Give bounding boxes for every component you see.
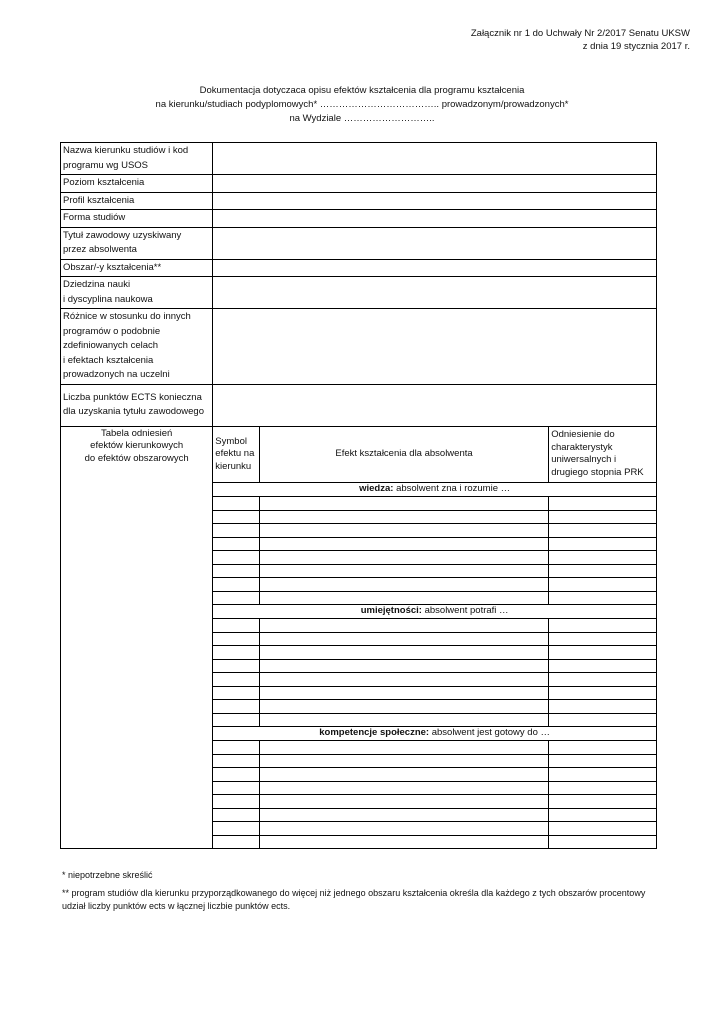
symbol-cell[interactable] [213,673,260,687]
effect-cell[interactable] [259,754,548,768]
field-label-line: Poziom kształcenia [63,177,145,188]
form-row [61,259,657,277]
reference-header-line: charakterystyk [551,441,613,453]
effect-cell[interactable] [259,619,548,633]
symbol-cell[interactable] [213,741,260,755]
reference-cell[interactable] [549,754,656,768]
field-label-line: Różnice w stosunku do innych [63,311,191,322]
footnotes [62,869,662,918]
section-heading-bold: umiejętności: [360,605,422,616]
effect-cell[interactable] [259,808,548,822]
reference-header-line: Odniesienie do [551,429,615,441]
form-row [61,175,657,193]
mapping-header-row [61,427,656,483]
form-row [61,227,657,259]
symbol-cell[interactable] [213,551,260,565]
reference-cell[interactable] [549,659,656,673]
reference-cell[interactable] [549,768,656,782]
field-value[interactable] [213,384,657,426]
field-label [61,259,213,277]
field-label-line: Liczba punktów ECTS konieczna [63,391,202,403]
title-line: Dokumentacja dotyczaca opisu efektów kształcenia dla programu kształcenia [199,85,525,96]
section-heading [213,727,656,741]
reference-cell[interactable] [549,510,656,524]
symbol-cell[interactable] [213,700,260,714]
field-label-line: dla uzyskania tytułu zawodowego [63,406,205,417]
field-label-line: Tytuł zawodowy uzyskiwany [63,229,182,241]
effect-cell[interactable] [259,781,548,795]
reference-header-line: uniwersalnych i [551,454,617,466]
form-row [61,277,657,309]
field-label [61,277,213,309]
symbol-cell[interactable] [213,795,260,809]
field-value[interactable] [213,259,657,277]
field-label-line: programu wg USOS [63,159,149,171]
symbol-cell[interactable] [213,835,260,848]
reference-cell[interactable] [549,646,656,660]
symbol-cell[interactable] [213,686,260,700]
effect-cell[interactable] [259,822,548,836]
symbol-cell[interactable] [213,578,260,592]
effect-cell[interactable] [259,524,548,538]
field-label-line: Profil kształcenia [63,194,135,206]
field-label-line: programów o podobnie [63,325,161,337]
title-line: na Wydziale ……………………….. [289,113,435,124]
field-label-line: Dziedzina nauki [63,279,131,290]
effect-cell[interactable] [259,741,548,755]
footnote-text: * niepotrzebne skreślić [62,870,153,880]
reference-cell[interactable] [549,551,656,565]
symbol-cell[interactable] [213,659,260,673]
effect-cell[interactable] [259,713,548,727]
attachment-note [471,27,690,53]
reference-cell[interactable] [549,632,656,646]
reference-cell[interactable] [549,686,656,700]
field-label [61,143,213,175]
effect-cell[interactable] [259,835,548,848]
reference-cell[interactable] [549,524,656,538]
reference-cell[interactable] [549,795,656,809]
section-heading-bold: kompetencje społeczne: [319,727,430,738]
effect-cell[interactable] [259,591,548,605]
symbol-cell[interactable] [213,497,260,511]
document-title [0,84,724,126]
reference-cell[interactable] [549,700,656,714]
reference-cell[interactable] [549,497,656,511]
form-row [61,384,657,426]
effect-header: Efekt kształcenia dla absolwenta [259,427,548,483]
symbol-cell[interactable] [213,781,260,795]
symbol-cell[interactable] [213,822,260,836]
footnote-text: ** program studiów dla kierunku przyporządkowanego do więcej niż jednego obszaru kształcenia określa dla każdego z tych obszarów procentowy udział liczby punktów ects w łącznej liczbie punktów ects. [62,888,646,911]
section-heading [213,483,656,497]
section-heading-text: absolwent potrafi … [421,605,509,616]
section-heading-text: absolwent zna i rozumie … [393,483,511,494]
effect-cell[interactable] [259,795,548,809]
program-form-table [60,142,657,849]
field-value[interactable] [213,309,657,385]
reference-header-line: drugiego stopnia PRK [551,466,644,478]
attachment-date-line: z dnia 19 stycznia 2017 r. [582,41,690,52]
field-value[interactable] [213,192,657,210]
reference-header [549,427,656,483]
field-label-line: prowadzonych na uczelni [63,369,170,380]
field-label [61,227,213,259]
mapping-title [61,427,213,849]
effect-cell[interactable] [259,497,548,511]
field-value[interactable] [213,143,657,175]
field-value[interactable] [213,277,657,309]
mapping-section [61,426,657,849]
field-label [61,384,213,426]
reference-cell[interactable] [549,835,656,848]
symbol-cell[interactable] [213,537,260,551]
mapping-table [61,427,656,849]
form-row [61,210,657,228]
section-heading-bold: wiedza: [359,483,394,494]
mapping-title-line: efektów kierunkowych [90,440,184,451]
effect-cell[interactable] [259,578,548,592]
section-heading [213,605,656,619]
field-label [61,210,213,228]
field-label-line: Nazwa kierunku studiów i kod [63,145,189,156]
symbol-cell[interactable] [213,510,260,524]
symbol-cell[interactable] [213,619,260,633]
mapping-title-line: Tabela odniesień [100,427,173,439]
reference-cell[interactable] [549,713,656,727]
field-label-line: i efektach kształcenia [63,354,154,366]
reference-cell[interactable] [549,537,656,551]
symbol-header-line: Symbol [215,435,247,447]
symbol-cell[interactable] [213,524,260,538]
reference-cell[interactable] [549,741,656,755]
field-label-line: przez absolwenta [63,244,137,255]
reference-cell[interactable] [549,808,656,822]
field-value[interactable] [213,227,657,259]
reference-cell[interactable] [549,781,656,795]
field-label-line: Forma studiów [63,212,126,223]
symbol-header-line: efektu na [215,448,255,459]
effect-cell[interactable] [259,686,548,700]
symbol-cell[interactable] [213,646,260,660]
field-label-line: zdefiniowanych celach [63,340,159,351]
effect-cell[interactable] [259,537,548,551]
symbol-cell[interactable] [213,564,260,578]
field-label-line: i dyscyplina naukowa [63,293,153,305]
field-value[interactable] [213,210,657,228]
symbol-header-line: kierunku [215,460,252,472]
effect-cell[interactable] [259,632,548,646]
effect-cell[interactable] [259,551,548,565]
effect-cell[interactable] [259,510,548,524]
symbol-cell[interactable] [213,768,260,782]
field-label [61,192,213,210]
effect-cell[interactable] [259,564,548,578]
attachment-note-line: Załącznik nr 1 do Uchwały Nr 2/2017 Senatu UKSW [470,28,690,39]
field-label [61,309,213,385]
title-line: na kierunku/studiach podyplomowych* ……………………………….. prowadzonym/prowadzonych* [155,99,569,110]
form-row [61,143,657,175]
effect-cell[interactable] [259,659,548,673]
reference-cell[interactable] [549,564,656,578]
effect-cell[interactable] [259,768,548,782]
reference-cell[interactable] [549,673,656,687]
field-value[interactable] [213,175,657,193]
effect-cell[interactable] [259,700,548,714]
symbol-cell[interactable] [213,591,260,605]
form-row [61,192,657,210]
field-label [61,175,213,193]
effect-cell[interactable] [259,673,548,687]
symbol-cell[interactable] [213,808,260,822]
reference-cell[interactable] [549,822,656,836]
mapping-title-line: do efektów obszarowych [84,452,189,464]
symbol-header [213,427,260,483]
symbol-cell[interactable] [213,632,260,646]
form-row [61,309,657,385]
reference-cell[interactable] [549,591,656,605]
symbol-cell[interactable] [213,754,260,768]
symbol-cell[interactable] [213,713,260,727]
reference-cell[interactable] [549,578,656,592]
reference-cell[interactable] [549,619,656,633]
effect-cell[interactable] [259,646,548,660]
section-heading-text: absolwent jest gotowy do … [429,727,551,738]
field-label-line: Obszar/-y kształcenia** [63,261,162,273]
